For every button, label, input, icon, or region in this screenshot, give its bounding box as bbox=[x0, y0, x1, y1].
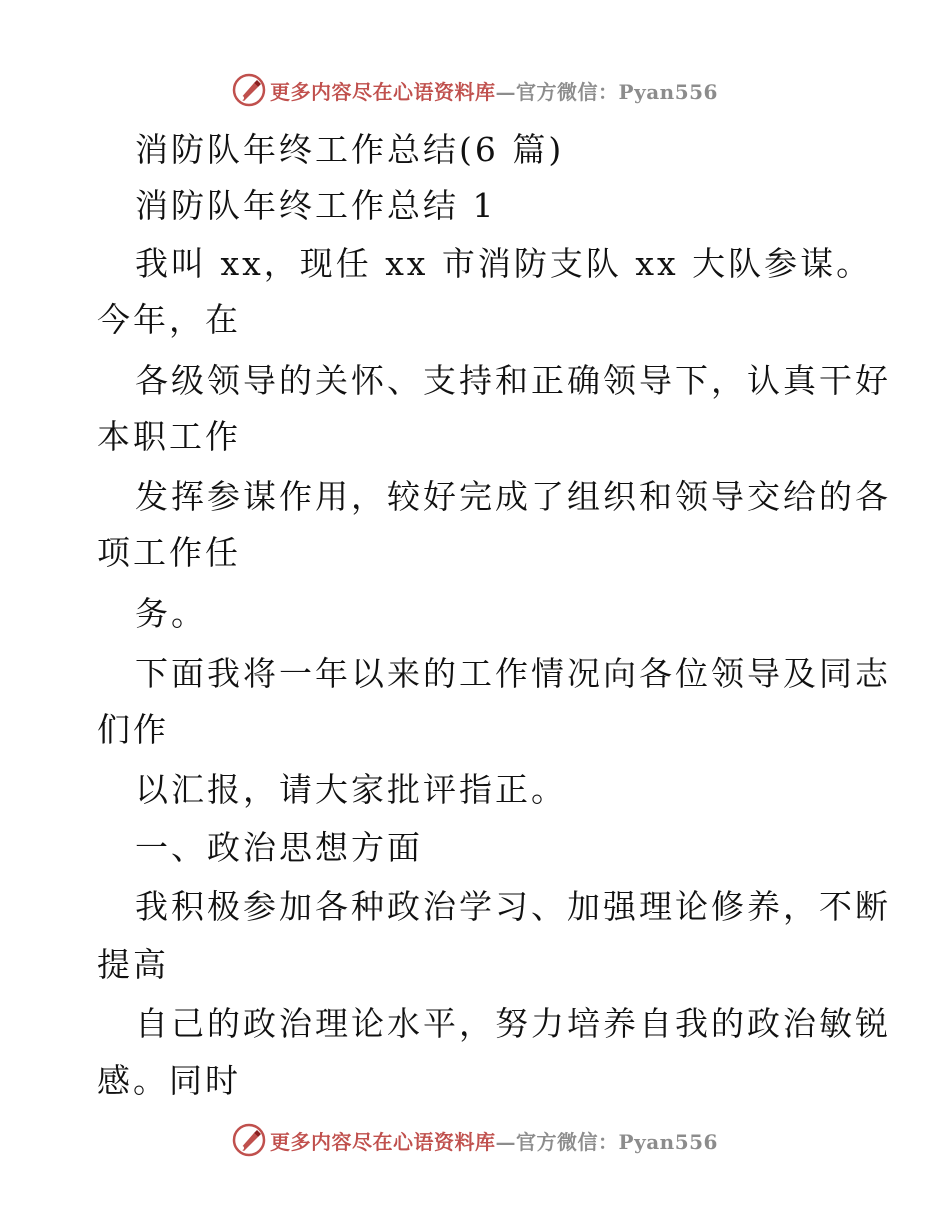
paragraph-line: 本职工作 bbox=[97, 417, 241, 456]
header-watermark-banner bbox=[0, 70, 950, 110]
section-heading: 消防队年终工作总结 1 bbox=[135, 186, 497, 225]
paragraph-line: 我叫 xx，现任 xx 市消防支队 xx 大队参谋。 bbox=[135, 244, 873, 283]
paragraph-line: 以汇报，请大家批评指正。 bbox=[135, 770, 567, 809]
paragraph-line: 提高 bbox=[97, 945, 169, 984]
paragraph-line: 下面我将一年以来的工作情况向各位领导及同志 bbox=[135, 654, 891, 693]
document-title: 消防队年终工作总结(6 篇) bbox=[135, 130, 565, 169]
paragraph-line: 各级领导的关怀、支持和正确领导下，认真干好 bbox=[135, 361, 891, 400]
paragraph-line: 项工作任 bbox=[97, 533, 241, 572]
watermark-wechat-text: —官方微信：Pyan556 bbox=[495, 1129, 718, 1154]
watermark-brand-text: 更多内容尽在心语资料库 bbox=[270, 1129, 496, 1154]
paragraph-line: 我积极参加各种政治学习、加强理论修养，不断 bbox=[135, 887, 891, 926]
watermark-brand-text: 更多内容尽在心语资料库 bbox=[270, 79, 496, 104]
section-heading: 一、政治思想方面 bbox=[135, 828, 423, 867]
footer-watermark-banner bbox=[0, 1120, 950, 1160]
watermark-text bbox=[270, 1126, 718, 1155]
paragraph-line: 感。同时 bbox=[97, 1061, 241, 1100]
pen-logo-icon bbox=[232, 73, 266, 107]
paragraph-line: 们作 bbox=[97, 710, 169, 749]
paragraph-line: 发挥参谋作用，较好完成了组织和领导交给的各 bbox=[135, 477, 891, 516]
watermark-wechat-text: —官方微信：Pyan556 bbox=[495, 79, 718, 104]
paragraph-line: 今年，在 bbox=[97, 300, 241, 339]
pen-logo-icon bbox=[232, 1123, 266, 1157]
paragraph-line: 自己的政治理论水平，努力培养自我的政治敏锐 bbox=[135, 1004, 891, 1043]
paragraph-line: 务。 bbox=[135, 594, 207, 633]
watermark-text bbox=[270, 76, 718, 105]
